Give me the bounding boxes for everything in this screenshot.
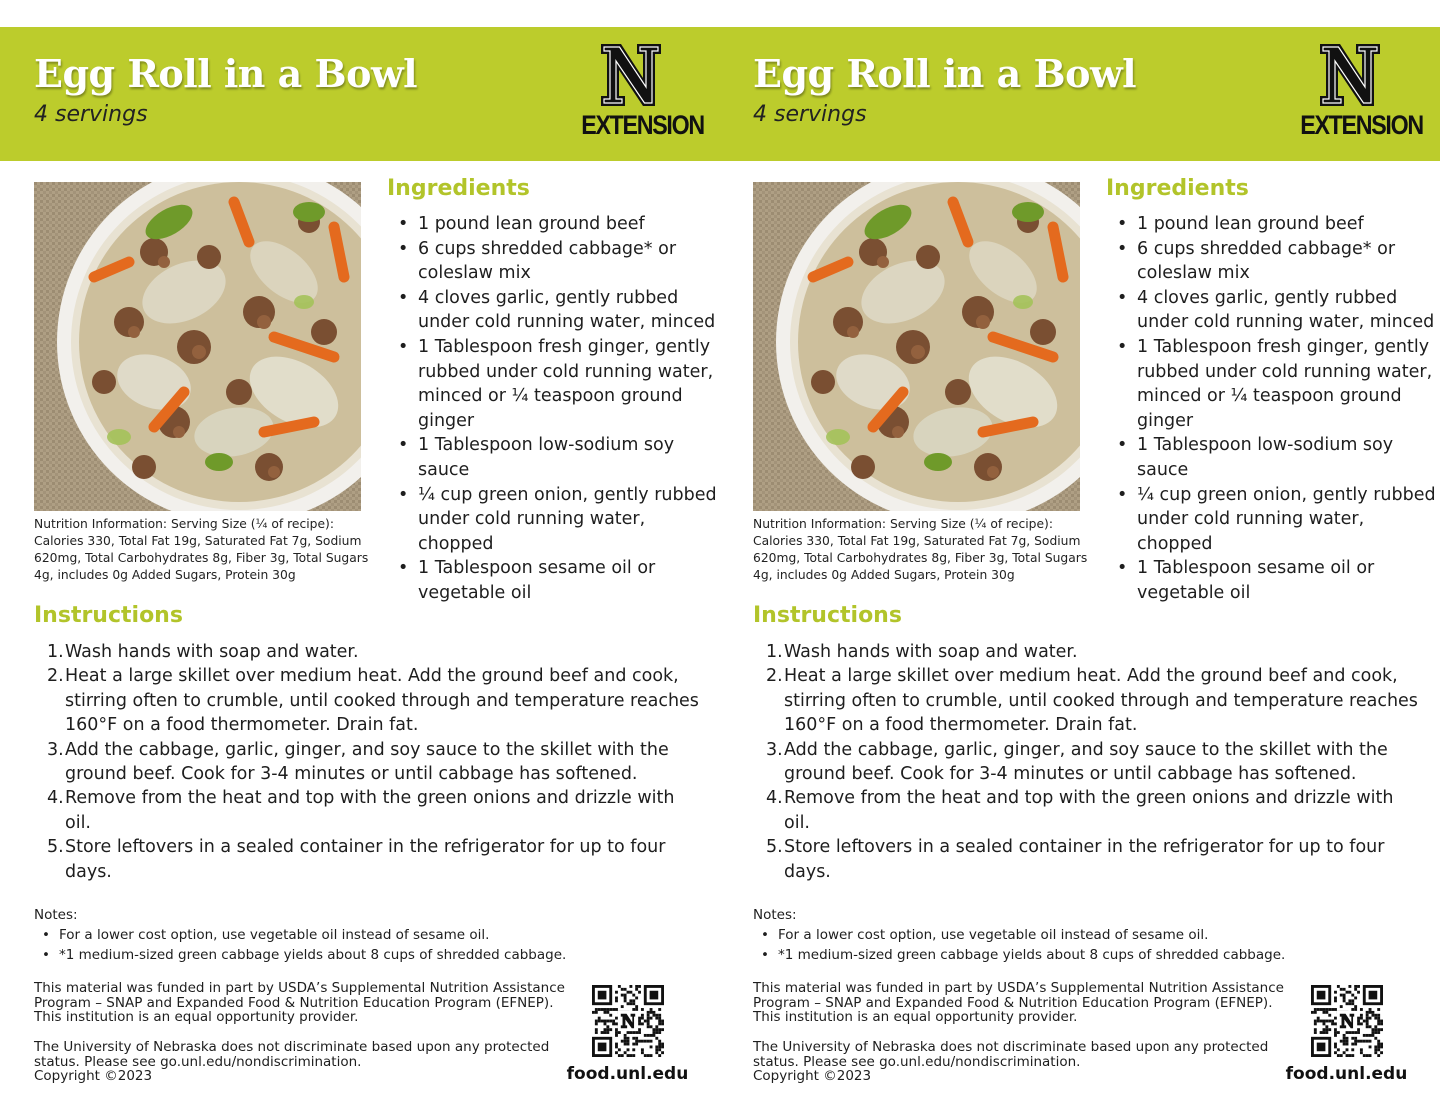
instruction-step [766, 640, 1424, 664]
nebraska-n-logo-icon [601, 44, 661, 106]
instruction-step [47, 738, 705, 787]
note-item: • *1 medium-sized green cabbage yields about 8 cups of shredded cabbage. [778, 946, 1285, 966]
nondiscrimination-statement [34, 1040, 574, 1084]
ingredient-item: • 6 cups shredded cabbage* or coleslaw mix [1137, 237, 1437, 286]
instruction-step [47, 786, 705, 835]
qr-code-icon [592, 985, 664, 1057]
ingredient-item: • 1 Tablespoon sesame oil or vegetable oil [418, 556, 718, 605]
recipe-title: Egg Roll in a Bowl [753, 51, 1137, 96]
step-text: Wash hands with soap and water. [65, 642, 359, 662]
servings-label: 4 servings [34, 102, 148, 127]
nutrition-info: Nutrition Information: Serving Size (¼ of recipe): Calories 330, Total Fat 19g, Saturated Fat 7g, Sodium 620mg, Total Carbohydrates 8g, Fiber 3g, Total Sugars 4g, includes 0g Added Sugars, Protein 30g [34, 517, 369, 582]
step-text: Heat a large skillet over medium heat. Add the ground beef and cook, stirring often to crumble, until cooked through and temperature reaches 160°F on a food thermometer. Drain fat. [784, 666, 1418, 736]
step-number: 2. [47, 666, 64, 687]
instruction-step [766, 835, 1424, 884]
recipe-card-right [719, 0, 1439, 1112]
ingredient-item: • ¼ cup green onion, gently rubbed under cold running water, chopped [1137, 483, 1437, 557]
ingredient-item: • 1 Tablespoon low-sodium soy sauce [418, 433, 718, 482]
extension-logo-text: EXTENSION [1300, 110, 1423, 140]
ingredient-item: • 1 Tablespoon fresh ginger, gently rubbed under cold running water, minced or ¼ teaspoon ground ginger [418, 335, 718, 433]
instructions-heading: Instructions [34, 603, 183, 628]
nondiscrimination-statement [753, 1040, 1293, 1084]
ingredient-item: • ¼ cup green onion, gently rubbed under cold running water, chopped [418, 483, 718, 557]
copyright-text: Copyright ©2023 [34, 1068, 153, 1085]
step-number: 1. [766, 642, 783, 662]
step-text: Remove from the heat and top with the green onions and drizzle with oil. [65, 788, 675, 833]
ingredients-heading: Ingredients [1106, 176, 1249, 201]
instruction-step [766, 664, 1424, 737]
notes-list [34, 926, 566, 965]
qr-code-icon [1311, 985, 1383, 1057]
step-number: 5. [766, 837, 783, 858]
step-number: 4. [766, 788, 783, 809]
ingredient-item: • 1 Tablespoon sesame oil or vegetable oil [1137, 556, 1437, 605]
step-text: Add the cabbage, garlic, ginger, and soy sauce to the skillet with the ground beef. Cook for 3-4 minutes or until cabbage has softened. [784, 739, 1388, 785]
ingredient-item: • 1 pound lean ground beef [1137, 212, 1437, 237]
step-number: 1. [47, 642, 64, 662]
note-item: • For a lower cost option, use vegetable oil instead of sesame oil. [59, 926, 566, 946]
egg-roll-bowl-photo [34, 182, 361, 511]
step-text: Wash hands with soap and water. [784, 642, 1078, 662]
step-text: Heat a large skillet over medium heat. Add the ground beef and cook, stirring often to crumble, until cooked through and temperature reaches 160°F on a food thermometer. Drain fat. [65, 666, 699, 736]
ingredient-item: • 1 pound lean ground beef [418, 212, 718, 237]
step-number: 3. [47, 739, 64, 760]
ingredient-item: • 6 cups shredded cabbage* or coleslaw mix [418, 237, 718, 286]
ingredient-item: • 1 Tablespoon low-sodium soy sauce [1137, 433, 1437, 482]
ingredient-item: • 1 Tablespoon fresh ginger, gently rubbed under cold running water, minced or ¼ teaspoon ground ginger [1137, 335, 1437, 433]
instructions-heading: Instructions [753, 603, 902, 628]
notes-list [753, 926, 1285, 965]
step-number: 4. [47, 788, 64, 809]
funding-statement: This material was funded in part by USDA’s Supplemental Nutrition Assistance Program – SNAP and Expanded Food & Nutrition Education Program (EFNEP). This institution is an equal opportunity provider. [34, 980, 565, 1026]
extension-logo [573, 44, 704, 144]
extension-logo [1292, 44, 1423, 144]
instruction-step [766, 786, 1424, 835]
egg-roll-bowl-photo [753, 182, 1080, 511]
ingredients-list [387, 212, 718, 606]
step-text: Store leftovers in a sealed container in the refrigerator for up to four days. [784, 837, 1385, 882]
step-number: 3. [766, 739, 783, 760]
instruction-step [766, 738, 1424, 787]
instruction-step [47, 640, 705, 664]
nondiscrimination-text: The University of Nebraska does not discriminate based upon any protected status. Please see go.unl.edu/nondiscrimination. [34, 1039, 550, 1070]
ingredients-list [1106, 212, 1437, 606]
notes-label: Notes: [34, 907, 78, 923]
funding-statement: This material was funded in part by USDA’s Supplemental Nutrition Assistance Program – SNAP and Expanded Food & Nutrition Education Program (EFNEP). This institution is an equal opportunity provider. [753, 980, 1284, 1026]
step-number: 2. [766, 666, 783, 687]
website-label: food.unl.edu [1285, 1064, 1408, 1084]
step-text: Add the cabbage, garlic, ginger, and soy sauce to the skillet with the ground beef. Cook for 3-4 minutes or until cabbage has softened. [65, 739, 669, 785]
instruction-step [47, 664, 705, 737]
instructions-list [753, 640, 1424, 884]
instructions-list [34, 640, 705, 884]
note-item: • *1 medium-sized green cabbage yields about 8 cups of shredded cabbage. [59, 946, 566, 966]
step-text: Remove from the heat and top with the green onions and drizzle with oil. [784, 788, 1394, 833]
recipe-title: Egg Roll in a Bowl [34, 51, 418, 96]
step-text: Store leftovers in a sealed container in the refrigerator for up to four days. [65, 837, 666, 882]
servings-label: 4 servings [753, 102, 867, 127]
website-label: food.unl.edu [566, 1064, 689, 1084]
ingredient-item: • 4 cloves garlic, gently rubbed under cold running water, minced [418, 286, 718, 335]
notes-label: Notes: [753, 907, 797, 923]
instruction-step [47, 835, 705, 884]
nebraska-n-logo-icon [1320, 44, 1380, 106]
extension-logo-text: EXTENSION [581, 110, 704, 140]
note-item: • For a lower cost option, use vegetable oil instead of sesame oil. [778, 926, 1285, 946]
nondiscrimination-text: The University of Nebraska does not discriminate based upon any protected status. Please see go.unl.edu/nondiscrimination. [753, 1039, 1269, 1070]
ingredients-heading: Ingredients [387, 176, 530, 201]
step-number: 5. [47, 837, 64, 858]
copyright-text: Copyright ©2023 [753, 1068, 872, 1085]
nutrition-info: Nutrition Information: Serving Size (¼ of recipe): Calories 330, Total Fat 19g, Saturated Fat 7g, Sodium 620mg, Total Carbohydrates 8g, Fiber 3g, Total Sugars 4g, includes 0g Added Sugars, Protein 30g [753, 517, 1088, 582]
ingredient-item: • 4 cloves garlic, gently rubbed under cold running water, minced [1137, 286, 1437, 335]
